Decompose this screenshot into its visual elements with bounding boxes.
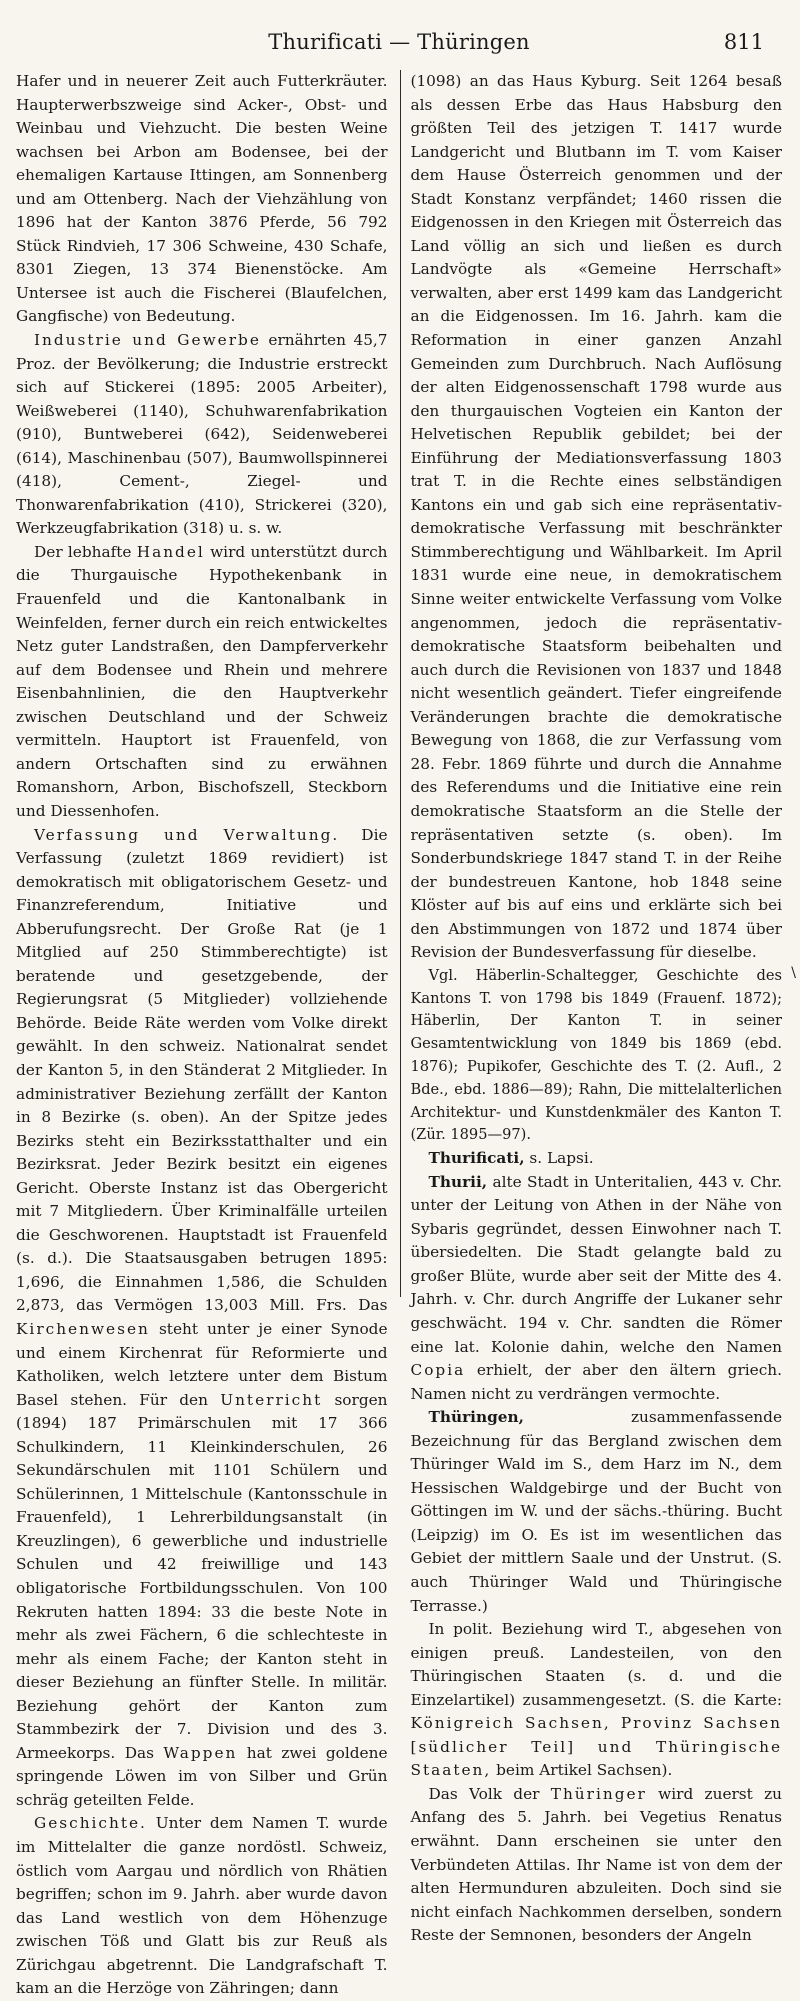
headword-thueringen: Thüringen, xyxy=(428,1408,524,1427)
text-church: steht unter je einer Synode und einem Kirchenrat für Reformierte und Katholiken, welch letztere unter dem Bistum Basel stehen. Für den xyxy=(16,1319,388,1409)
text-constitution: Die Verfassung (zuletzt 1869 revidiert) ist demokratisch mit obligatorischem Gesetz- und Finanzreferendum, Initiative und Abberufungsrecht. Der Große Rat (je 1 Mitglied auf 250 Stimmberechtigte) ist beratende und gesetzgebende, der Regierungsrat (5 Mitglieder) vollziehende Behörde. Beide Räte werden vom Volke direkt gewählt. In den schweiz. Nationalrat sendet der Kanton 5, in den Ständerat 2 Mitglieder. In administrativer Beziehung zerfällt der Kanton in 8 Bezirke (s. oben). An der Spitze jedes Bezirks steht ein Bezirksstatthalter und ein Bezirksrat. Jeder Bezirk besitzt ein eigenes Gericht. Oberste Instanz ist das Obergericht mit 7 Mitgliedern. Über Kriminalfälle urteilen die Geschworenen. Hauptstadt ist Frauenfeld (s. d.). Die Staatsausgaben betrugen 1895: 1,696, die Einnahmen 1,586, die Schulden 2,873, das Vermögen 13,003 Mill. Frs. Das xyxy=(16,825,388,1315)
term-history: Geschichte. xyxy=(34,1814,147,1833)
term-thueringer: Thüringer xyxy=(550,1784,647,1803)
text-education: sorgen (1894) 187 Primärschulen mit 17 366 Schulkindern, 11 Kleinkinderschulen, 26 Sekundärschulen mit 1101 Schülern und Schülerinnen, 1 Mittelschule (Kantonsschule in Frauenfeld), 1 Lehrerbildungsanstalt (in Kreuzlingen), 6 gewerbliche und industrielle Schulen und 42 freiwillige und 143 obligatorische Fortbildungsschulen. Von 100 Rekruten hatten 1894: 33 die beste Note in mehr als zwei Fächern, 6 die schlechteste in mehr als einem Fache; der Kanton steht in dieser Beziehung an fünfter Stelle. In militär. Beziehung gehört der Kanton zum Stammbezirk der 7. Division und des 3. Armeekorps. Das xyxy=(16,1390,388,1762)
entry-thurii xyxy=(410,1171,782,1406)
page-header xyxy=(16,0,782,66)
term-constitution: Verfassung und Verwaltung. xyxy=(34,825,340,844)
paragraph-thueringen-politics xyxy=(410,1618,782,1783)
running-title: Thurificati — Thüringen xyxy=(268,30,530,54)
right-column xyxy=(406,70,782,1945)
paragraph-trade xyxy=(16,541,388,824)
column-divider xyxy=(400,70,401,1297)
left-column xyxy=(16,70,394,1998)
entry-thueringen xyxy=(410,1406,782,1618)
text-thueringen: zusammenfassende Bezeichnung für das Bergland zwischen dem Thüringer Wald im S., dem Harz im N., dem Hessischen Waldgebirge und der Bucht von Göttingen im W. und der sächs.-thüring. Bucht (Leipzig) im O. Es ist im wesentlichen das Gebiet der mittlern Saale und der Unstrut. (S. auch Thüringer Wald und Thüringische Terrasse.) xyxy=(410,1408,782,1615)
text-politics-end: beim Artikel Sachsen). xyxy=(491,1761,673,1780)
paragraph-industry xyxy=(16,329,388,541)
term-education: Unterricht xyxy=(220,1390,323,1409)
text-trade: wird unterstützt durch die Thurgauische Hypothekenbank in Frauenfeld und die Kantonalbank in Weinfelden, ferner durch ein reich entwickeltes Netz guter Landstraßen, den Dampferverkehr auf dem Bodensee und Rhein und mehrere Eisenbahnlinien, die den Hauptverkehr zwischen Deutschland und der Schweiz vermitteln. Hauptort ist Frauenfeld, von andern Ortschaften sind zu erwähnen Romanshorn, Arbon, Bischofszell, Steckborn und Diessenhofen. xyxy=(16,542,388,820)
term-trade: Handel xyxy=(136,542,205,561)
literature-references: Vgl. Häberlin-Schaltegger, Geschichte des Kantons T. von 1798 bis 1849 (Frauenf. 1872); Häberlin, Der Kanton T. in seiner Gesamtentwicklung von 1849 bis 1869 (ebd. 1876); Pupikofer, Geschichte des T. (2. Aufl., 2 Bde., ebd. 1886—89); Rahn, Die mittelalterlichen Architektur- und Kunstdenkmäler des Kanton T. (Zür. 1895—97). xyxy=(410,966,782,1144)
paragraph-constitution xyxy=(16,824,388,1813)
text-people: wird zuerst zu Anfang des 5. Jahrh. bei Vegetius Renatus erwähnt. Dann erscheinen sie unter den Verbündeten Attilas. Ihr Name ist von dem der alten Hermunduren abzuleiten. Doch sind sie nicht einfach Nachkommen derselben, sondern Reste der Semnonen, besonders der Angeln xyxy=(410,1784,782,1945)
entry-thurificati xyxy=(410,1147,782,1171)
text-coat-of-arms: hat zwei goldene springende Löwen im von Silber und Grün schräg geteilten Felde. xyxy=(16,1743,388,1809)
paragraph-history-continued: (1098) an das Haus Kyburg. Seit 1264 besaß als dessen Erbe das Haus Habsburg den größten Teil des jetzigen T. 1417 wurde Landgericht und Blutbann im T. vom Kaiser dem Hause Österreich genommen und der Stadt Konstanz verpfändet; 1460 rissen die Eidgenossen in den Kriegen mit Österreich das Land völlig an sich und ließen es durch Landvögte als «Gemeine Herrschaft» verwalten, aber erst 1499 kam das Landgericht an die Eidgenossen. Im 16. Jahrh. kam die Reformation in einer ganzen Anzahl Gemeinden zum Durchbruch. Nach Auflösung der alten Eidgenossenschaft 1798 wurde aus den thurgauischen Vogteien ein Kanton der Helvetischen Republik gebildet; bei der Einführung der Mediationsverfassung 1803 trat T. in die Rechte eines selbständigen Kantons ein und gab sich eine repräsentativ-demokratische Verfassung mit beschränkter Stimmberechtigung und Wählbarkeit. Im April 1831 wurde eine neue, in demokratischem Sinne weiter entwickelte Verfassung vom Volke angenommen, jedoch die repräsentativ-demokratische Staatsform beibehalten und auch durch die Revisionen von 1837 und 1848 nicht wesentlich geändert. Tiefer eingreifende Veränderungen brachte die demokratische Bewegung von 1868, die zur Verfassung vom 28. Febr. 1869 führte und durch die Annahme des Referendums und die Initiative eine rein demokratische Staatsform an die Stelle der repräsentativen setzte (s. oben). Im Sonderbundskriege 1847 stand T. in der Reihe der bundestreuen Kantone, hob 1848 seine Klöster auf bis auf eins und erklärte sich bei den Abstimmungen von 1872 und 1874 über Revision der Bundesverfassung für dieselbe. xyxy=(410,72,782,962)
term-copia: Copia xyxy=(410,1361,466,1380)
term-map: Königreich Sachsen, Provinz Sachsen [südlicher Teil] und Thüringische Staaten, xyxy=(410,1714,782,1780)
paragraph-agriculture: Hafer und in neuerer Zeit auch Futterkräuter. Haupterwerbszweige sind Acker-, Obst- und Weinbau und Viehzucht. Die besten Weine wachsen bei Arbon am Bodensee, bei der ehemaligen Kartause Ittingen, am Sonnenberg und am Ottenberg. Nach der Viehzählung von 1896 hat der Kanton 3876 Pferde, 56 792 Stück Rindvieh, 17 306 Schweine, 430 Schafe, 8301 Ziegen, 13 374 Bienenstöcke. Am Untersee ist auch die Fischerei (Blaufelchen, Gangfische) von Bedeutung. xyxy=(16,72,388,326)
text-thurii: alte Stadt in Unteritalien, 443 v. Chr. unter der Leitung von Athen in der Nähe von Sybaris gegründet, dessen Einwohner nach T. übersiedelten. Die Stadt gelangte bald zu großer Blüte, wurde aber seit der Mitte des 4. Jahrh. v. Chr. durch Angriffe der Lukaner sehr geschwächt. 194 v. Chr. sandten die Römer eine lat. Kolonie dahin, welche den Namen xyxy=(410,1172,782,1356)
term-church: Kirchenwesen xyxy=(16,1319,150,1338)
paragraph-history xyxy=(16,1812,388,2000)
text-trade-intro: Der lebhafte xyxy=(34,542,137,561)
text-columns xyxy=(16,70,782,1998)
paragraph-thueringen-people xyxy=(410,1783,782,1948)
headword-thurii: Thurii, xyxy=(428,1172,488,1191)
text-people-intro: Das Volk der xyxy=(428,1784,551,1803)
headword-thurificati: Thurificati, xyxy=(428,1149,525,1168)
term-coat-of-arms: Wappen xyxy=(163,1743,238,1762)
text-thurificati: s. Lapsi. xyxy=(524,1149,594,1168)
page-number: 811 xyxy=(723,30,764,54)
text-industry: ernährten 45,7 Proz. der Bevölkerung; die Industrie erstreckt sich auf Stickerei (1895: 2005 Arbeiter), Weißweberei (1140), Schuhwarenfabrikation (910), Buntweberei (642), Seidenweberei (614), Maschinenbau (507), Baumwollspinnerei (418), Cement-, Ziegel- und Thonwarenfabrikation (410), Strickerei (320), Werkzeugfabrikation (318) u. s. w. xyxy=(16,331,388,538)
text-politics: In polit. Beziehung wird T., abgesehen von einigen preuß. Landesteilen, von den Thüringischen Staaten (s. d. und die Einzelartikel) zusammengesetzt. (S. die Karte: xyxy=(410,1620,782,1709)
margin-mark: \ xyxy=(791,965,796,981)
text-thurii-end: erhielt, der aber den ältern griech. Namen nicht zu verdrängen vermochte. xyxy=(410,1361,782,1403)
text-history: Unter dem Namen T. wurde im Mittelalter die ganze nordöstl. Schweiz, östlich vom Aargau und nördlich von Rhätien begriffen; schon im 9. Jahrh. aber wurde davon das Land westlich von dem Höhenzuge zwischen Töß und Glatt bis zur Reuß als Zürichgau abgetrennt. Die Landgrafschaft T. kam an die Herzöge von Zähringen; dann xyxy=(16,1814,388,1998)
term-industry: Industrie und Gewerbe xyxy=(34,331,261,350)
